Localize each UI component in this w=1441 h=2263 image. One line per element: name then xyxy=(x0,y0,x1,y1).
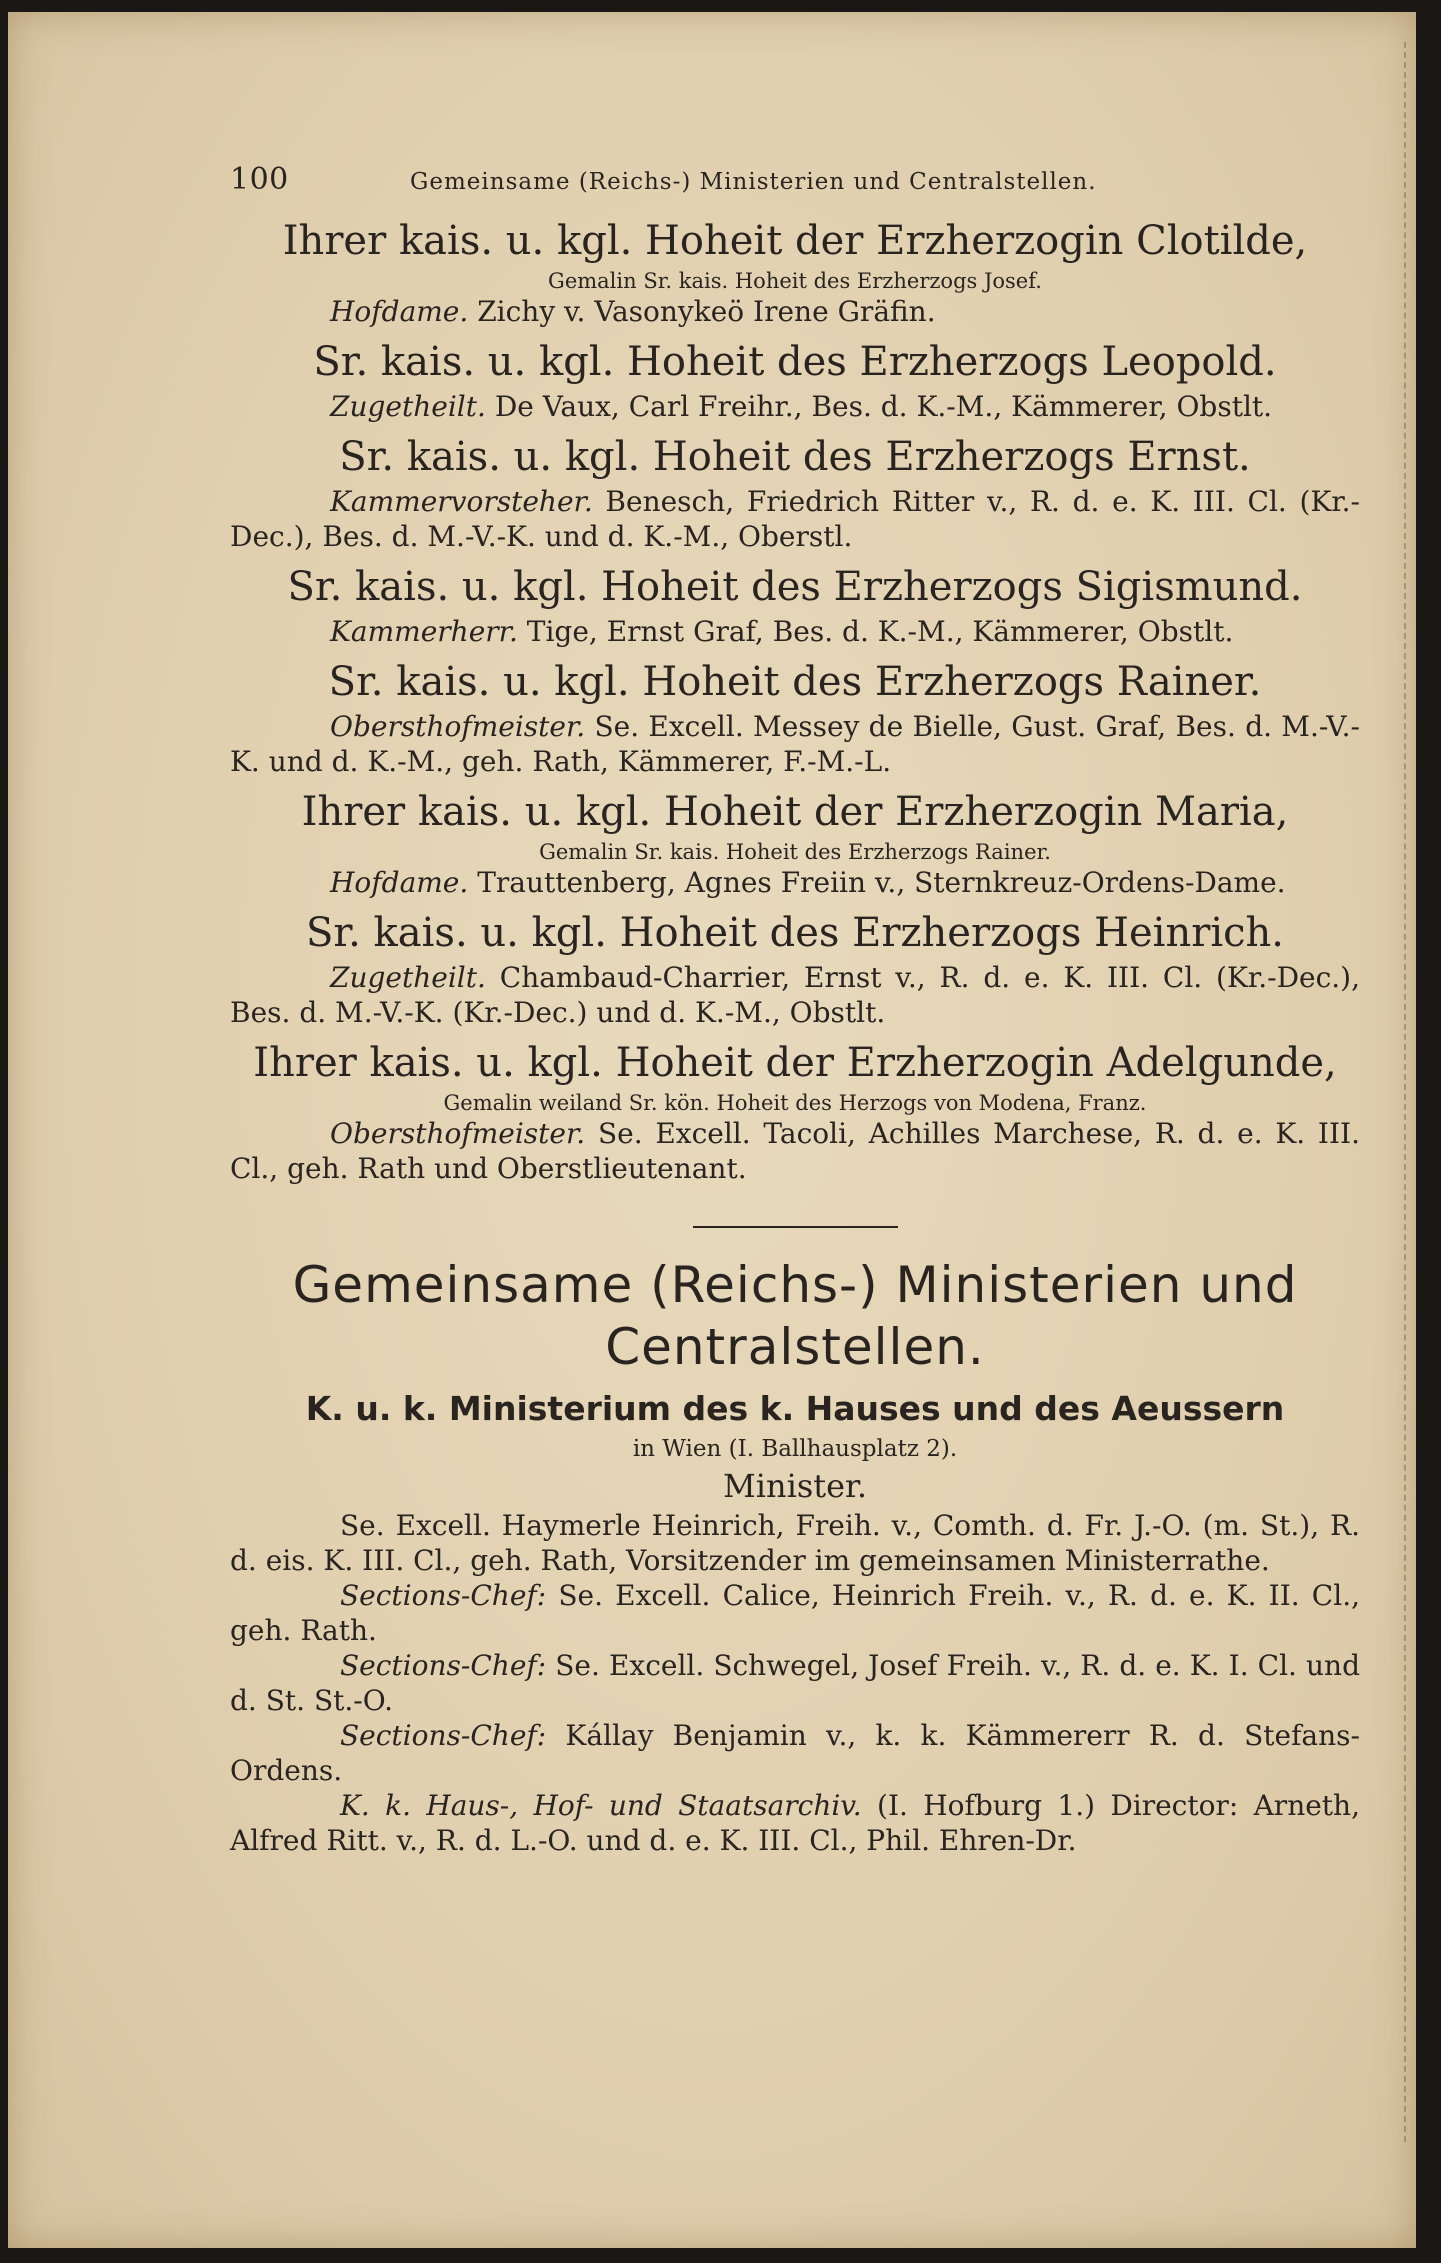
page-content xyxy=(230,162,1360,1858)
entry-body: Tige, Ernst Graf, Bes. d. K.-M., Kämmerer, Obstlt. xyxy=(526,615,1234,648)
section-ministries xyxy=(230,1254,1360,1858)
entry-body: Benesch, Friedrich Ritter v., R. d. e. K. III. Cl. (Kr.-Dec.), Bes. d. M.-V.-K. und d. K.-M., Oberstl. xyxy=(230,485,1360,553)
entry-subheading: Gemalin Sr. kais. Hoheit des Erzherzogs Rainer. xyxy=(539,840,1051,864)
entry-role: Kammerherr. xyxy=(330,615,518,648)
entry-heinrich xyxy=(230,906,1360,1030)
sections-chef-paragraph xyxy=(230,1578,1360,1648)
entry-sigismund xyxy=(230,560,1360,649)
paragraph-role: Sections-Chef: xyxy=(340,1649,547,1682)
page-edge xyxy=(1398,42,1406,2142)
ministry-heading: K. u. k. Ministerium des k. Hauses und des Aeussern xyxy=(305,1389,1285,1428)
entry-body: Se. Excell. Tacoli, Achilles Marchese, R. d. e. K. III. Cl., geh. Rath und Oberstlieutenant. xyxy=(230,1117,1361,1185)
entry-body: De Vaux, Carl Freihr., Bes. d. K.-M., Kämmerer, Obstlt. xyxy=(494,390,1273,423)
entry-heading: Ihrer kais. u. kgl. Hoheit der Erzherzogin Adelgunde, xyxy=(253,1040,1337,1086)
running-title: Gemeinsame (Reichs-) Ministerien und Centralstellen. xyxy=(410,169,1097,195)
entry-ernst xyxy=(230,430,1360,554)
section-title-line2: Centralstellen. xyxy=(605,1318,985,1376)
paragraph-body: Kállay Benjamin v., k. k. Kämmererr R. d. Stefans-Ordens. xyxy=(230,1719,1360,1787)
entry-body: Se. Excell. Messey de Bielle, Gust. Graf, Bes. d. M.-V.-K. und d. K.-M., geh. Rath, Kämmerer, F.-M.-L. xyxy=(230,710,1360,778)
section-title-line1: Gemeinsame (Reichs-) Ministerien und xyxy=(292,1256,1298,1314)
entry-role: Kammervorsteher. xyxy=(330,485,593,518)
entry-role: Obersthofmeister. xyxy=(330,1117,586,1150)
paragraph-role: K. k. Haus-, Hof- und Staatsarchiv. xyxy=(340,1789,862,1822)
entry-subheading: Gemalin Sr. kais. Hoheit des Erzherzogs Josef. xyxy=(548,269,1042,293)
entry-role: Zugetheilt. xyxy=(330,961,486,994)
entry-text xyxy=(230,1116,1360,1186)
entry-text xyxy=(230,865,1360,900)
entry-heading: Sr. kais. u. kgl. Hoheit des Erzherzogs Heinrich. xyxy=(305,910,1284,956)
entry-body: Chambaud-Charrier, Ernst v., R. d. e. K. III. Cl. (Kr.-Dec.), Bes. d. M.-V.-K. (Kr.-Dec.) und d. K.-M., Obstlt. xyxy=(230,961,1360,1029)
page-number: 100 xyxy=(230,162,289,197)
entry-subheading: Gemalin weiland Sr. kön. Hoheit des Herzogs von Modena, Franz. xyxy=(443,1091,1147,1115)
entry-text xyxy=(230,294,1360,329)
sections-chef-paragraph xyxy=(230,1718,1360,1788)
minister-paragraph xyxy=(230,1508,1360,1578)
entry-text xyxy=(230,614,1360,649)
running-header xyxy=(230,162,1360,214)
entry-text xyxy=(230,389,1360,424)
entry-heading: Sr. kais. u. kgl. Hoheit des Erzherzogs Sigismund. xyxy=(287,564,1303,610)
paragraph-body: Se. Excell. Calice, Heinrich Freih. v., R. d. e. K. II. Cl., geh. Rath. xyxy=(230,1579,1360,1647)
archive-paragraph xyxy=(230,1788,1360,1858)
entry-heading: Sr. kais. u. kgl. Hoheit des Erzherzogs Ernst. xyxy=(339,434,1251,480)
entry-role: Hofdame. xyxy=(330,866,469,899)
ministry-location: in Wien (I. Ballhausplatz 2). xyxy=(632,1436,958,1462)
paragraph-role: Sections-Chef: xyxy=(340,1719,547,1752)
section-divider xyxy=(693,1226,898,1228)
paragraph-body: Se. Excell. Schwegel, Josef Freih. v., R. d. e. K. I. Cl. und d. St. St.-O. xyxy=(230,1649,1360,1717)
entry-body: Trauttenberg, Agnes Freiin v., Sternkreuz-Ordens-Dame. xyxy=(477,866,1286,899)
paragraph-role: Sections-Chef: xyxy=(340,1579,547,1612)
entry-maria xyxy=(230,785,1360,900)
entry-text xyxy=(230,484,1360,554)
paragraph-body: (I. Hofburg 1.) Director: Arneth, Alfred Ritt. v., R. d. L.-O. und d. e. K. III. Cl., Phil. Ehren-Dr. xyxy=(230,1789,1360,1857)
entry-heading: Sr. kais. u. kgl. Hoheit des Erzherzogs Rainer. xyxy=(328,659,1262,705)
entry-heading: Ihrer kais. u. kgl. Hoheit der Erzherzogin Maria, xyxy=(301,789,1289,835)
entry-role: Zugetheilt. xyxy=(330,390,486,423)
entry-rainer xyxy=(230,655,1360,779)
sections-chef-paragraph xyxy=(230,1648,1360,1718)
entry-text xyxy=(230,709,1360,779)
entry-adelgunde xyxy=(230,1036,1360,1186)
paragraph-body: Se. Excell. Haymerle Heinrich, Freih. v., Comth. d. Fr. J.-O. (m. St.), R. d. eis. K. III. Cl., geh. Rath, Vorsitzender im gemeinsamen Ministerrathe. xyxy=(230,1509,1360,1577)
entry-text xyxy=(230,960,1360,1030)
entry-heading: Sr. kais. u. kgl. Hoheit des Erzherzogs Leopold. xyxy=(313,339,1277,385)
entry-body: Zichy v. Vasonykeö Irene Gräfin. xyxy=(477,295,936,328)
entry-leopold xyxy=(230,335,1360,424)
document-page xyxy=(8,12,1416,2248)
entry-heading: Ihrer kais. u. kgl. Hoheit der Erzherzogin Clotilde, xyxy=(282,218,1308,264)
entry-clotilde xyxy=(230,214,1360,329)
entry-role: Hofdame. xyxy=(330,295,469,328)
minister-heading: Minister. xyxy=(722,1467,867,1505)
entry-role: Obersthofmeister. xyxy=(330,710,586,743)
